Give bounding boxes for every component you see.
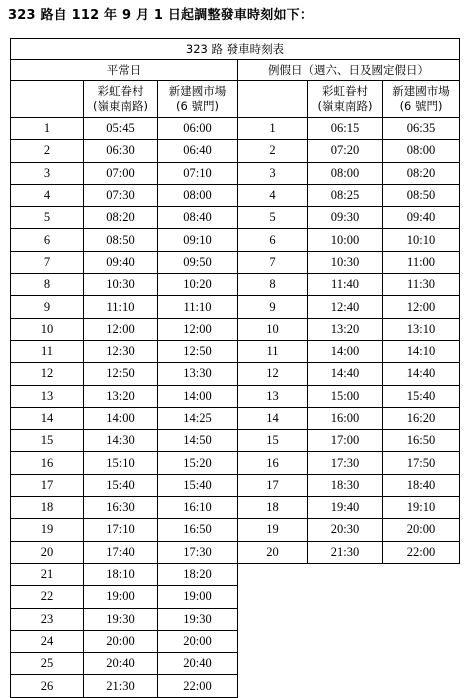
weekday-depart-time-stop-b: 09:50: [158, 251, 238, 273]
weekday-depart-time-stop-b: 08:40: [158, 207, 238, 229]
weekday-stop-a-name: 彩虹眷村: [97, 84, 144, 98]
holiday-empty-cell: [308, 563, 383, 585]
weekday-depart-time-stop-b: 16:10: [158, 497, 238, 519]
table-row: [11, 363, 460, 385]
weekday-stop-b-header: [158, 81, 238, 118]
weekday-trip-number: 6: [11, 229, 84, 251]
holiday-empty-cell: [238, 675, 308, 697]
weekday-depart-time-stop-b: 09:10: [158, 229, 238, 251]
weekday-depart-time-stop-a: 08:20: [84, 207, 158, 229]
weekday-depart-time-stop-a: 12:50: [84, 363, 158, 385]
weekday-depart-time-stop-b: 06:00: [158, 118, 238, 140]
weekday-trip-number: 26: [11, 675, 84, 697]
holiday-trip-number: 11: [238, 340, 308, 362]
table-row: [11, 251, 460, 273]
holiday-empty-cell: [383, 653, 460, 675]
weekday-trip-number: 10: [11, 318, 84, 340]
holiday-depart-time-stop-b: 11:30: [383, 274, 460, 296]
weekday-trip-number: 22: [11, 586, 84, 608]
table-row: [11, 630, 460, 652]
holiday-depart-time-stop-a: 15:00: [308, 385, 383, 407]
table-row: [11, 274, 460, 296]
weekday-depart-time-stop-a: 19:30: [84, 608, 158, 630]
weekday-trip-number: 24: [11, 630, 84, 652]
holiday-depart-time-stop-b: 08:20: [383, 162, 460, 184]
holiday-trip-number: 4: [238, 184, 308, 206]
holiday-depart-time-stop-b: 17:50: [383, 452, 460, 474]
holiday-empty-cell: [238, 630, 308, 652]
holiday-empty-cell: [308, 608, 383, 630]
holiday-depart-time-stop-b: 16:20: [383, 407, 460, 429]
holiday-empty-cell: [308, 675, 383, 697]
holiday-empty-cell: [308, 586, 383, 608]
holiday-depart-time-stop-a: 06:15: [308, 118, 383, 140]
holiday-empty-cell: [238, 653, 308, 675]
table-row: [11, 162, 460, 184]
weekday-depart-time-stop-b: 17:30: [158, 541, 238, 563]
weekday-depart-time-stop-a: 17:40: [84, 541, 158, 563]
holiday-stop-a-name: 彩虹眷村: [322, 84, 368, 98]
holiday-depart-time-stop-b: 18:40: [383, 474, 460, 496]
holiday-empty-cell: [308, 653, 383, 675]
bus-schedule-table: [10, 38, 460, 698]
holiday-depart-time-stop-b: 08:00: [383, 140, 460, 162]
table-row: [11, 229, 460, 251]
holiday-depart-time-stop-b: 11:00: [383, 251, 460, 273]
holiday-trip-number: 12: [238, 363, 308, 385]
holiday-empty-cell: [383, 563, 460, 585]
weekday-trip-number: 11: [11, 340, 84, 362]
holiday-depart-time-stop-a: 14:00: [308, 340, 383, 362]
weekday-depart-time-stop-b: 15:20: [158, 452, 238, 474]
holiday-depart-time-stop-a: 16:00: [308, 407, 383, 429]
weekday-depart-time-stop-b: 14:00: [158, 385, 238, 407]
weekday-depart-time-stop-b: 19:30: [158, 608, 238, 630]
weekday-depart-time-stop-b: 22:00: [158, 675, 238, 697]
holiday-depart-time-stop-b: 14:40: [383, 363, 460, 385]
holiday-trip-number: 5: [238, 207, 308, 229]
weekday-depart-time-stop-b: 12:50: [158, 340, 238, 362]
holiday-trip-number: 19: [238, 519, 308, 541]
weekday-trip-number: 12: [11, 363, 84, 385]
weekday-trip-number: 5: [11, 207, 84, 229]
page-heading: 323 路自 112 年 9 月 1 日起調整發車時刻如下：: [8, 8, 314, 23]
weekday-stop-a-header: [84, 81, 158, 118]
weekday-depart-time-stop-a: 14:30: [84, 430, 158, 452]
table-row: [11, 519, 460, 541]
weekday-trip-no-header: [11, 81, 84, 118]
weekday-depart-time-stop-a: 11:10: [84, 296, 158, 318]
weekday-depart-time-stop-a: 07:00: [84, 162, 158, 184]
weekday-depart-time-stop-b: 10:20: [158, 274, 238, 296]
weekday-depart-time-stop-a: 16:30: [84, 497, 158, 519]
weekday-depart-time-stop-b: 19:00: [158, 586, 238, 608]
table-row: [11, 430, 460, 452]
table-row: [11, 340, 460, 362]
holiday-trip-number: 3: [238, 162, 308, 184]
holiday-stop-b-name: 新建國市場: [392, 84, 450, 98]
table-row: [11, 318, 460, 340]
holiday-empty-cell: [238, 608, 308, 630]
table-row: [11, 296, 460, 318]
holiday-depart-time-stop-a: 14:40: [308, 363, 383, 385]
weekday-depart-time-stop-b: 15:40: [158, 474, 238, 496]
holiday-trip-number: 15: [238, 430, 308, 452]
weekday-depart-time-stop-b: 20:40: [158, 653, 238, 675]
weekday-depart-time-stop-a: 09:40: [84, 251, 158, 273]
holiday-depart-time-stop-a: 11:40: [308, 274, 383, 296]
weekday-trip-number: 4: [11, 184, 84, 206]
weekday-depart-time-stop-a: 17:10: [84, 519, 158, 541]
table-row: [11, 407, 460, 429]
table-row: [11, 140, 460, 162]
weekday-depart-time-stop-a: 06:30: [84, 140, 158, 162]
weekday-depart-time-stop-b: 07:10: [158, 162, 238, 184]
weekday-depart-time-stop-a: 14:00: [84, 407, 158, 429]
holiday-trip-number: 18: [238, 497, 308, 519]
weekday-depart-time-stop-a: 05:45: [84, 118, 158, 140]
weekday-depart-time-stop-a: 21:30: [84, 675, 158, 697]
weekday-depart-time-stop-a: 12:30: [84, 340, 158, 362]
holiday-stop-a-header: [308, 81, 383, 118]
weekday-depart-time-stop-a: 13:20: [84, 385, 158, 407]
table-row: [11, 118, 460, 140]
holiday-empty-cell: [383, 586, 460, 608]
holiday-depart-time-stop-b: 08:50: [383, 184, 460, 206]
holiday-trip-no-header: [238, 81, 308, 118]
weekday-depart-time-stop-b: 08:00: [158, 184, 238, 206]
table-row: [11, 497, 460, 519]
holiday-depart-time-stop-a: 21:30: [308, 541, 383, 563]
table-row: [11, 653, 460, 675]
weekday-trip-number: 18: [11, 497, 84, 519]
weekday-trip-number: 13: [11, 385, 84, 407]
weekday-trip-number: 14: [11, 407, 84, 429]
weekday-trip-number: 25: [11, 653, 84, 675]
holiday-header: 例假日（週六、日及國定假日）: [238, 60, 460, 81]
weekday-depart-time-stop-a: 18:10: [84, 563, 158, 585]
weekday-depart-time-stop-b: 12:00: [158, 318, 238, 340]
weekday-trip-number: 7: [11, 251, 84, 273]
holiday-depart-time-stop-a: 19:40: [308, 497, 383, 519]
weekday-depart-time-stop-b: 06:40: [158, 140, 238, 162]
holiday-depart-time-stop-b: 22:00: [383, 541, 460, 563]
weekday-depart-time-stop-a: 10:30: [84, 274, 158, 296]
weekday-depart-time-stop-a: 19:00: [84, 586, 158, 608]
holiday-depart-time-stop-a: 18:30: [308, 474, 383, 496]
holiday-depart-time-stop-a: 20:30: [308, 519, 383, 541]
table-row: [11, 541, 460, 563]
holiday-depart-time-stop-b: 19:10: [383, 497, 460, 519]
weekday-trip-number: 17: [11, 474, 84, 496]
weekday-trip-number: 21: [11, 563, 84, 585]
holiday-empty-cell: [383, 608, 460, 630]
holiday-depart-time-stop-b: 09:40: [383, 207, 460, 229]
holiday-stop-b-header: [383, 81, 460, 118]
holiday-depart-time-stop-b: 14:10: [383, 340, 460, 362]
holiday-trip-number: 6: [238, 229, 308, 251]
weekday-depart-time-stop-b: 16:50: [158, 519, 238, 541]
holiday-empty-cell: [383, 630, 460, 652]
weekday-depart-time-stop-a: 15:40: [84, 474, 158, 496]
holiday-trip-number: 17: [238, 474, 308, 496]
holiday-depart-time-stop-a: 13:20: [308, 318, 383, 340]
holiday-stop-a-note: (嶺東南路): [317, 99, 373, 113]
weekday-depart-time-stop-b: 14:50: [158, 430, 238, 452]
weekday-depart-time-stop-b: 11:10: [158, 296, 238, 318]
weekday-trip-number: 16: [11, 452, 84, 474]
weekday-trip-number: 23: [11, 608, 84, 630]
weekday-depart-time-stop-a: 12:00: [84, 318, 158, 340]
holiday-trip-number: 9: [238, 296, 308, 318]
holiday-depart-time-stop-b: 06:35: [383, 118, 460, 140]
weekday-stop-b-name: 新建國市場: [168, 84, 227, 98]
table-row: [11, 563, 460, 585]
holiday-depart-time-stop-a: 08:25: [308, 184, 383, 206]
holiday-depart-time-stop-b: 20:00: [383, 519, 460, 541]
holiday-depart-time-stop-a: 10:00: [308, 229, 383, 251]
holiday-trip-number: 20: [238, 541, 308, 563]
weekday-stop-a-note: (嶺東南路): [93, 99, 148, 113]
holiday-empty-cell: [383, 675, 460, 697]
table-row: [11, 184, 460, 206]
holiday-depart-time-stop-a: 17:00: [308, 430, 383, 452]
holiday-depart-time-stop-b: 16:50: [383, 430, 460, 452]
holiday-empty-cell: [308, 630, 383, 652]
table-row: [11, 675, 460, 697]
holiday-trip-number: 13: [238, 385, 308, 407]
weekday-header: 平常日: [11, 60, 238, 81]
weekday-trip-number: 2: [11, 140, 84, 162]
holiday-trip-number: 7: [238, 251, 308, 273]
weekday-depart-time-stop-a: 20:40: [84, 653, 158, 675]
weekday-depart-time-stop-b: 20:00: [158, 630, 238, 652]
table-row: [11, 608, 460, 630]
weekday-stop-b-note: (6 號門): [176, 99, 219, 113]
table-row: [11, 207, 460, 229]
holiday-empty-cell: [238, 586, 308, 608]
holiday-depart-time-stop-a: 07:20: [308, 140, 383, 162]
weekday-trip-number: 19: [11, 519, 84, 541]
holiday-trip-number: 8: [238, 274, 308, 296]
holiday-depart-time-stop-b: 10:10: [383, 229, 460, 251]
table-row: [11, 474, 460, 496]
weekday-depart-time-stop-b: 13:30: [158, 363, 238, 385]
weekday-trip-number: 3: [11, 162, 84, 184]
weekday-trip-number: 20: [11, 541, 84, 563]
holiday-trip-number: 14: [238, 407, 308, 429]
weekday-depart-time-stop-a: 15:10: [84, 452, 158, 474]
weekday-trip-number: 9: [11, 296, 84, 318]
table-row: [11, 586, 460, 608]
holiday-depart-time-stop-a: 17:30: [308, 452, 383, 474]
holiday-depart-time-stop-a: 10:30: [308, 251, 383, 273]
weekday-depart-time-stop-a: 07:30: [84, 184, 158, 206]
holiday-depart-time-stop-a: 12:40: [308, 296, 383, 318]
holiday-trip-number: 1: [238, 118, 308, 140]
holiday-depart-time-stop-a: 08:00: [308, 162, 383, 184]
table-title: 323 路 發車時刻表: [11, 39, 460, 60]
holiday-depart-time-stop-b: 13:10: [383, 318, 460, 340]
holiday-depart-time-stop-b: 15:40: [383, 385, 460, 407]
holiday-depart-time-stop-b: 12:00: [383, 296, 460, 318]
holiday-trip-number: 16: [238, 452, 308, 474]
weekday-depart-time-stop-b: 14:25: [158, 407, 238, 429]
weekday-depart-time-stop-a: 08:50: [84, 229, 158, 251]
holiday-depart-time-stop-a: 09:30: [308, 207, 383, 229]
holiday-empty-cell: [238, 563, 308, 585]
holiday-trip-number: 10: [238, 318, 308, 340]
holiday-stop-b-note: (6 號門): [399, 99, 443, 113]
weekday-trip-number: 15: [11, 430, 84, 452]
table-row: [11, 452, 460, 474]
weekday-depart-time-stop-a: 20:00: [84, 630, 158, 652]
weekday-depart-time-stop-b: 18:20: [158, 563, 238, 585]
holiday-trip-number: 2: [238, 140, 308, 162]
weekday-trip-number: 1: [11, 118, 84, 140]
table-row: [11, 385, 460, 407]
weekday-trip-number: 8: [11, 274, 84, 296]
